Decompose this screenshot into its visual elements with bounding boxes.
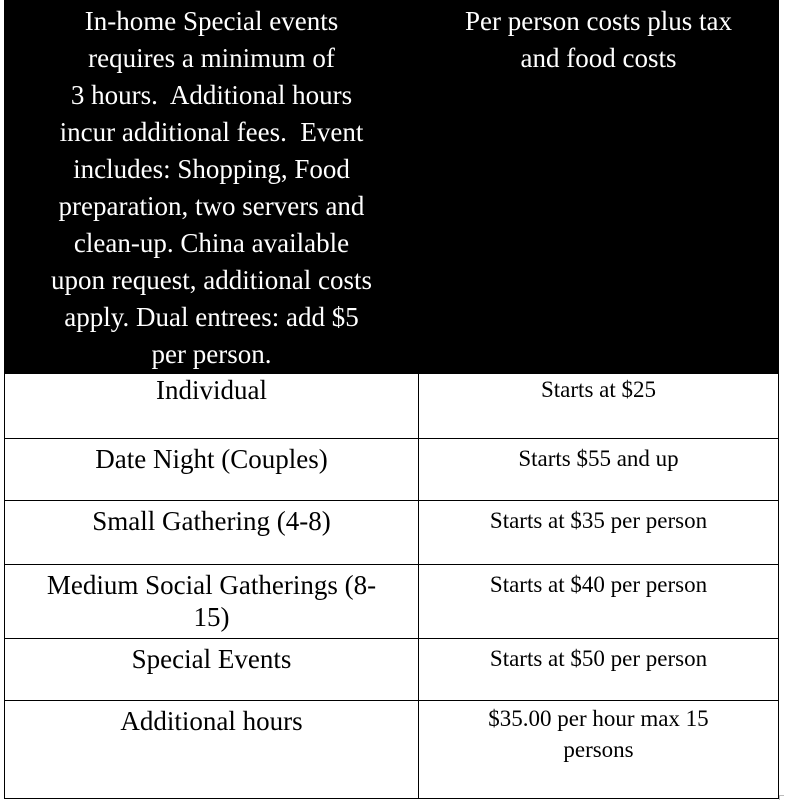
description-line: apply. Dual entrees: add $5 (64, 302, 359, 332)
tier-name-cell (5, 501, 419, 565)
description-line: incur additional fees. Event (59, 117, 364, 147)
tier-name: Small Gathering (4-8) (92, 506, 331, 536)
tier-name-cell (5, 374, 419, 439)
tier-price: Starts at $50 per person (489, 646, 708, 671)
table-row (5, 374, 779, 439)
tier-name-cell (5, 639, 419, 701)
tier-price-cell (419, 565, 779, 639)
tier-price: Starts at $35 per person (489, 508, 708, 533)
tier-name: Medium Social Gatherings (8- (46, 570, 377, 600)
tier-name: Individual (156, 375, 267, 405)
pricing-table (4, 0, 779, 799)
table-row (5, 639, 779, 701)
tier-price-cell (419, 501, 779, 565)
tier-price-cell (419, 439, 779, 501)
tier-price: $35.00 per hour max 15 (488, 706, 709, 731)
description-line: upon request, additional costs (51, 265, 372, 295)
description-line: requires a minimum of (88, 43, 335, 73)
description-line: clean-up. China available (73, 228, 350, 258)
tier-price: Starts at $25 (541, 377, 656, 402)
tier-name: Date Night (Couples) (95, 444, 328, 474)
tier-price: Starts $55 and up (518, 446, 679, 471)
description-line: In-home Special events (84, 6, 339, 36)
corner-crop-mark (779, 795, 784, 800)
tier-price-cell (419, 374, 779, 439)
pricing-note-line: and food costs (520, 43, 677, 73)
tier-price-cell (419, 639, 779, 701)
description-line: 3 hours. Additional hours (70, 80, 353, 110)
description-line: preparation, two servers and (58, 191, 365, 221)
table-row (5, 565, 779, 639)
tier-name: Special Events (131, 644, 292, 674)
tier-price: Starts at $40 per person (489, 572, 708, 597)
tier-price-cell (419, 701, 779, 799)
table-row (5, 501, 779, 565)
tier-name-cell (5, 701, 419, 799)
header-row (5, 1, 779, 374)
tier-name: Additional hours (120, 706, 303, 736)
table-row (5, 439, 779, 501)
event-description-cell (5, 1, 419, 374)
pricing-note-line: Per person costs plus tax (465, 6, 732, 36)
tier-name-cell (5, 565, 419, 639)
tier-name: 15) (193, 602, 230, 632)
tier-price: persons (563, 737, 634, 762)
table-row (5, 701, 779, 799)
pricing-note-cell (419, 1, 779, 374)
tier-name-cell (5, 439, 419, 501)
description-line: includes: Shopping, Food (73, 154, 350, 184)
description-line: per person. (151, 339, 272, 369)
